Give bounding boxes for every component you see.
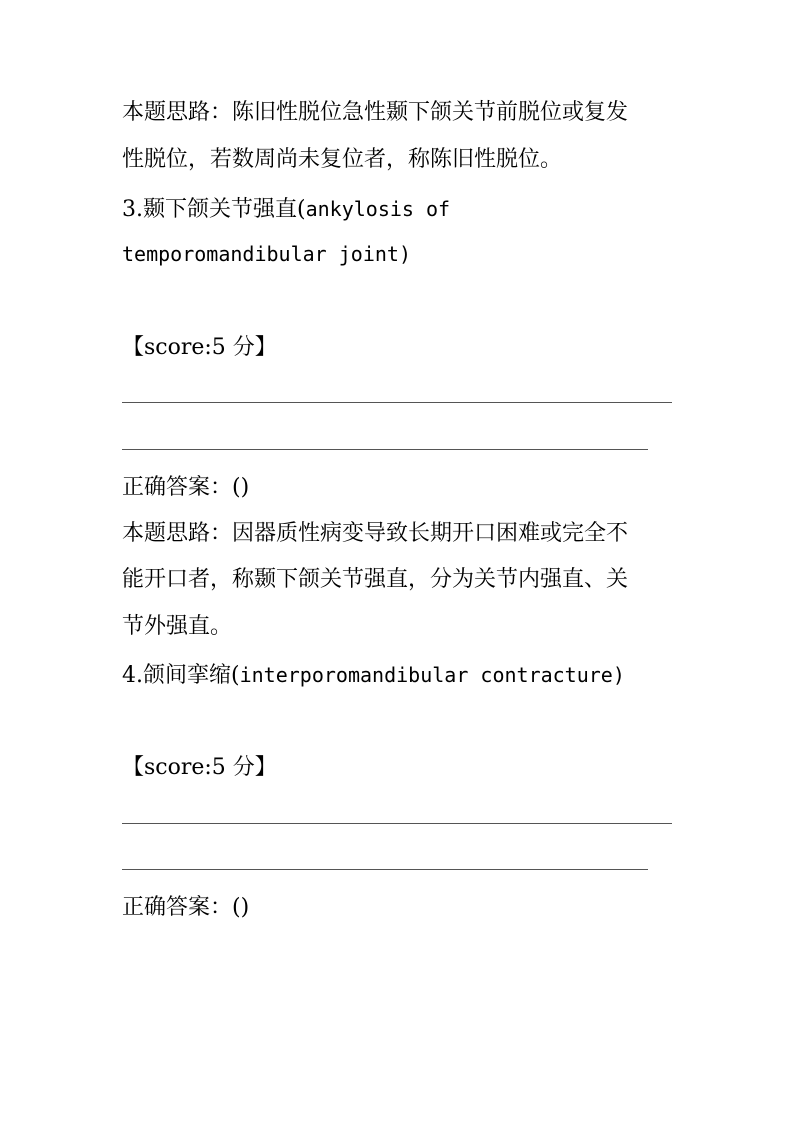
q4-title: [122, 661, 625, 690]
q3-answer-line-1[interactable]: [122, 402, 672, 403]
q3-analysis-line-3: 节外强直。: [122, 614, 233, 639]
q4-answer: 正确答案：(): [122, 895, 250, 920]
q4-answer-line-1[interactable]: [122, 823, 672, 824]
q3-title-en: ankylosis of: [305, 197, 451, 221]
q4-answer-line-2[interactable]: [122, 869, 648, 870]
q4-title-cn: 4.颌间挛缩(: [122, 663, 240, 688]
q4-score: 【score:5 分】: [122, 755, 277, 780]
q3-title: [122, 195, 450, 224]
q4-title-en: interporomandibular contracture): [239, 663, 625, 687]
q2-analysis-line-2: 性脱位，若数周尚未复位者，称陈旧性脱位。: [122, 147, 563, 172]
q2-analysis-line-1: 本题思路：陈旧性脱位急性颞下颌关节前脱位或复发: [122, 100, 629, 125]
q3-score: 【score:5 分】: [122, 335, 277, 360]
q3-analysis-line-2: 能开口者，称颞下颌关节强直，分为关节内强直、关: [122, 567, 629, 592]
q3-title-en-2: temporomandibular joint): [122, 242, 411, 266]
q3-analysis-line-1: 本题思路：因器质性病变导致长期开口困难或完全不: [122, 521, 629, 546]
q3-answer-line-2[interactable]: [122, 449, 648, 450]
q3-title-cn: 3.颞下颌关节强直(: [122, 197, 306, 222]
q3-answer: 正确答案：(): [122, 475, 250, 500]
